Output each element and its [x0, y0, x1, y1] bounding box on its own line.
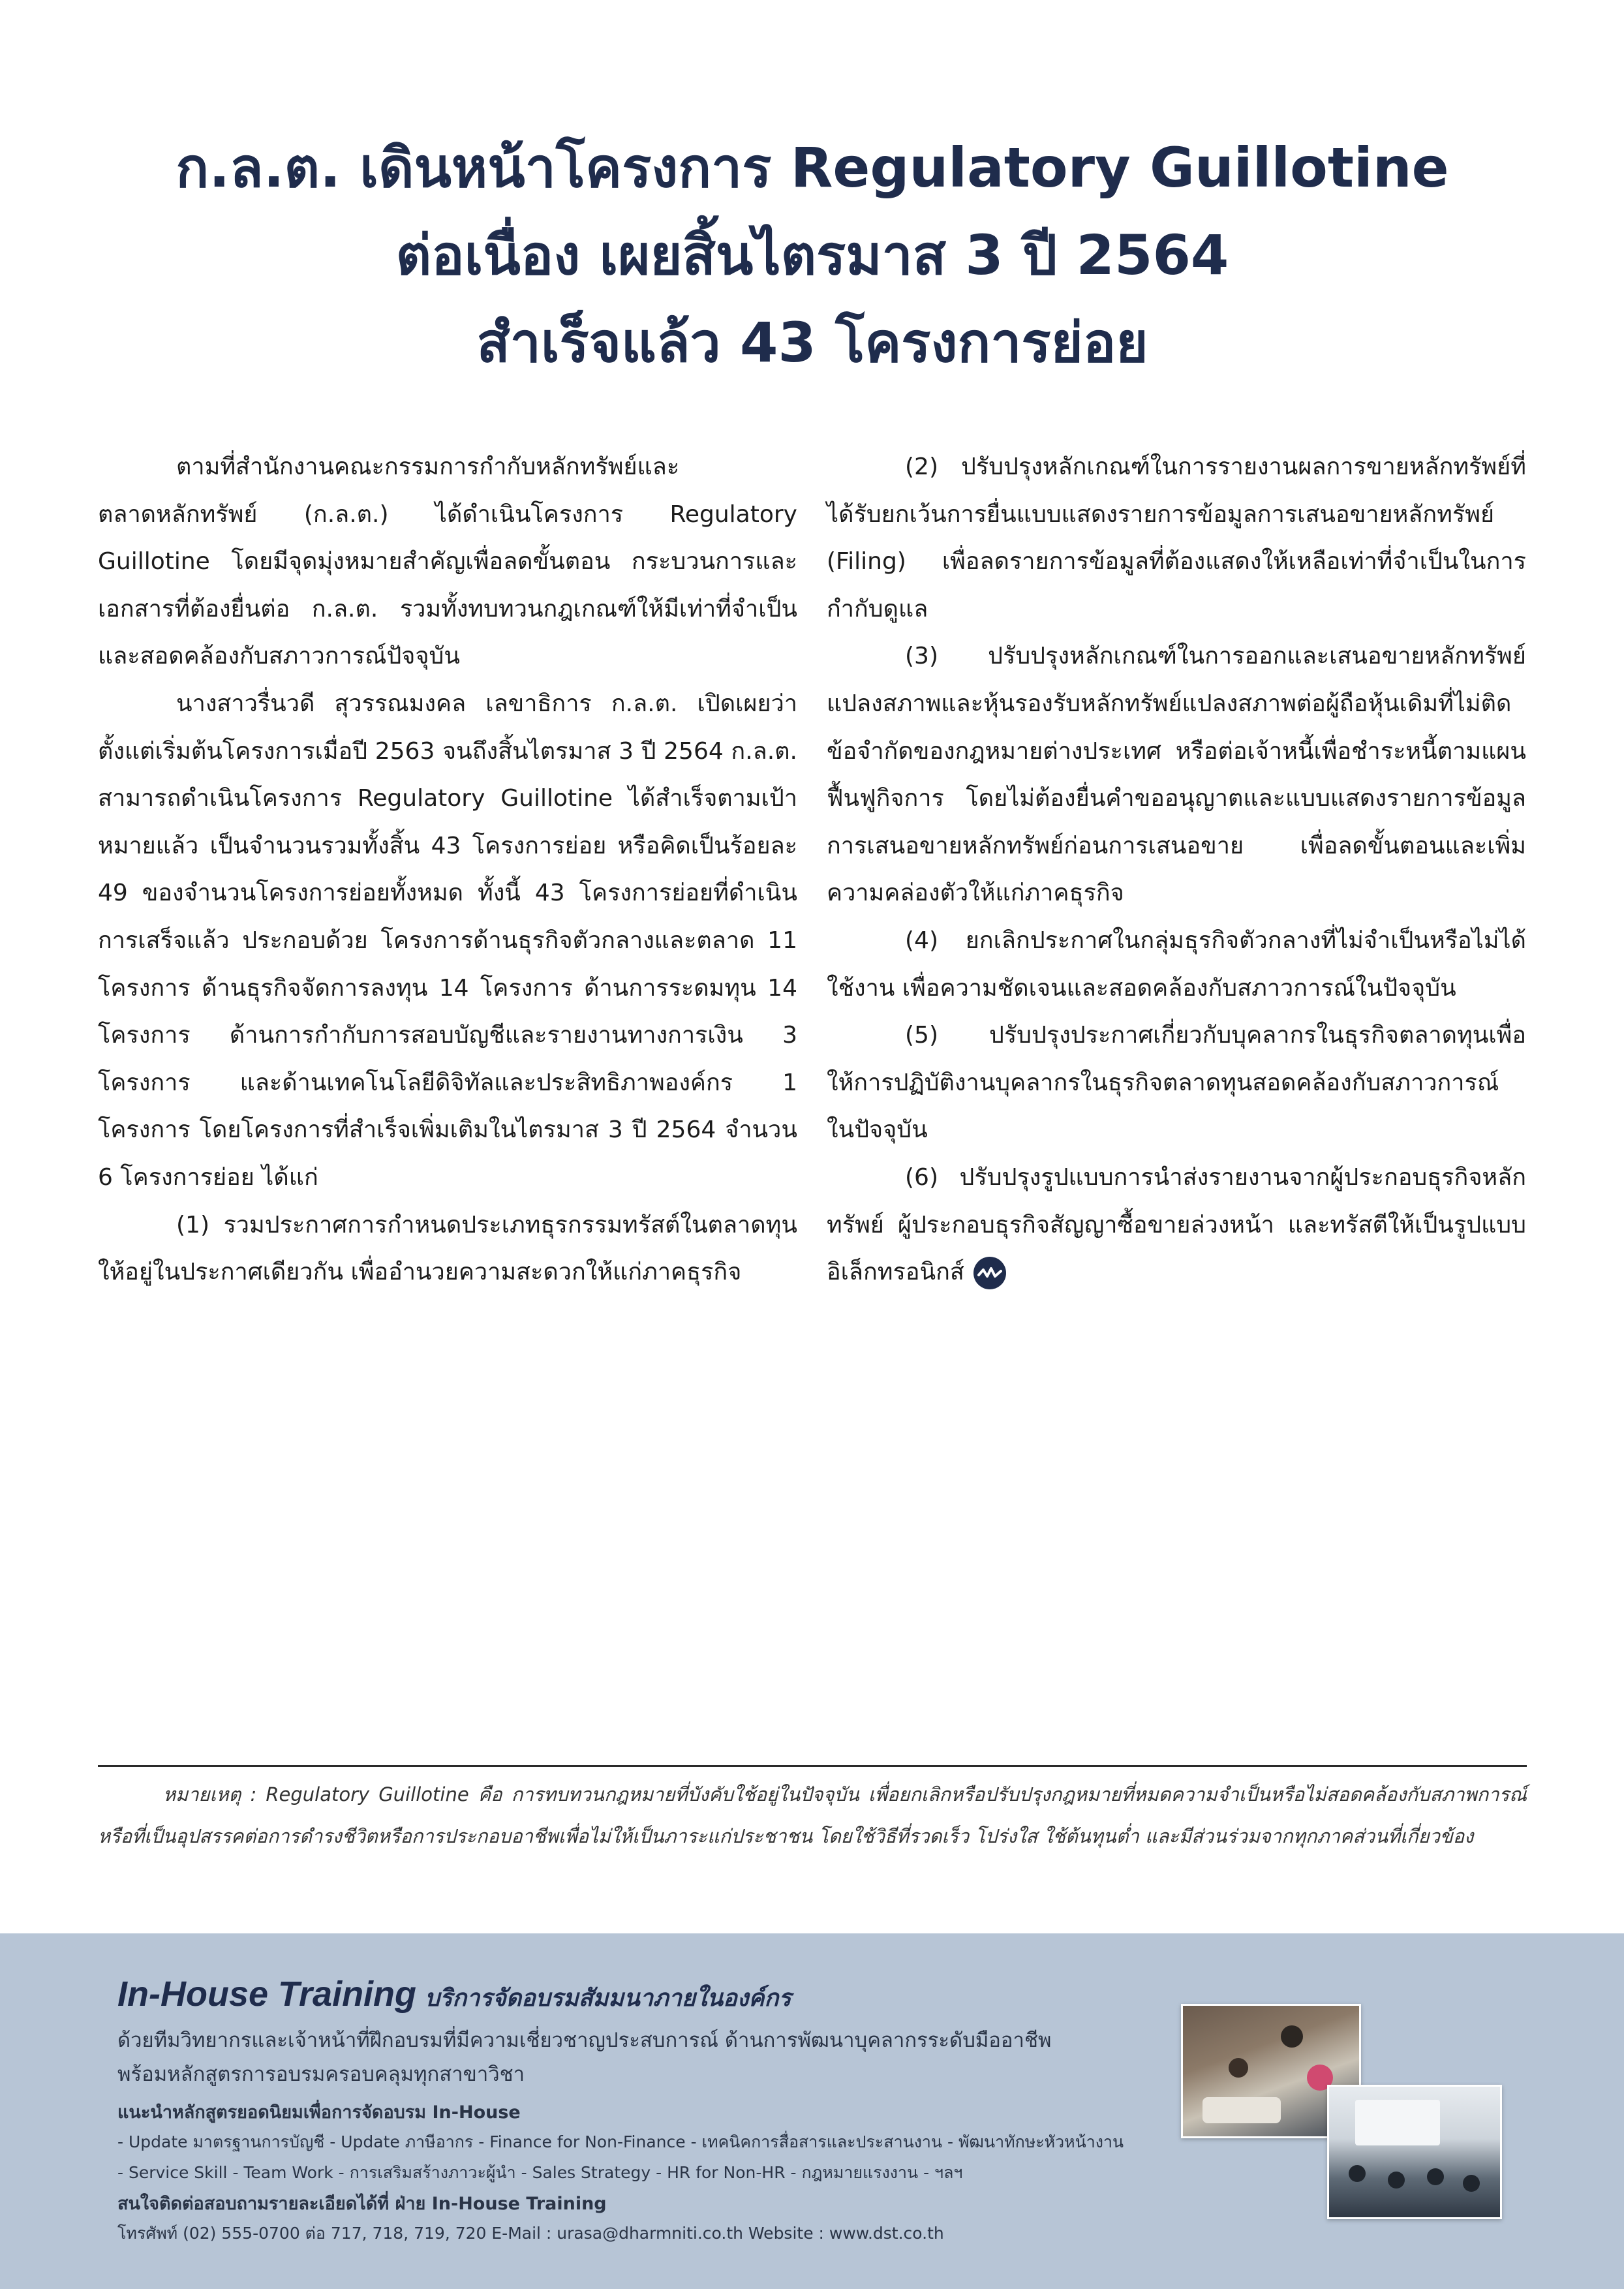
- footnote: หมายเหตุ : Regulatory Guillotine คือ การทบทวนกฎหมายที่บังคับใช้อยู่ในปัจจุบัน เพื่อยกเลิกหรือปรับปรุงกฎหมายที่หมดความจำเป็นหรือไม่สอดคล้องกับสภาพการณ์ หรือที่เป็นอุปสรรคต่อการดำรงชีวิตหรือการประกอบอาชีพเพื่อไม่ให้เป็นภาระแก่ประชาชน โดยใช้วิธีที่รวดเร็ว โปร่งใส ใช้ต้นทุนต่ำ และมีส่วนร่วมจากทุกภาคส่วนที่เกี่ยวข้อง: [98, 1783, 1527, 1847]
- contact-details: โทรศัพท์ (02) 555-0700 ต่อ 717, 718, 719, 720 E-Mail : urasa@dharmniti.co.th Website : www.dst.co.th: [117, 2224, 944, 2243]
- paragraph-item-1: (1) รวมประกาศการกำหนดประเภทธุรกรรมทรัสต์ในตลาดทุนให้อยู่ในประกาศเดียวกัน เพื่ออำนวยความสะดวกให้แก่ภาคธุรกิจ: [98, 1211, 797, 1286]
- paragraph-item-6-text: (6) ปรับปรุงรูปแบบการนำส่งรายงานจากผู้ประกอบธุรกิจหลักทรัพย์ ผู้ประกอบธุรกิจสัญญาซื้อขายล่วงหน้า และทรัสตีให้เป็นรูปแบบอิเล็กทรอนิกส์: [827, 1163, 1526, 1286]
- paragraph-secretary-statement: นางสาวรื่นวดี สุวรรณมงคล เลขาธิการ ก.ล.ต. เปิดเผยว่า ตั้งแต่เริ่มต้นโครงการเมื่อปี 2563 จนถึงสิ้นไตรมาส 3 ปี 2564 ก.ล.ต. สามารถดำเนินโครงการ Regulatory Guillotine ได้สำเร็จตามเป้าหมายแล้ว เป็นจำนวนรวมทั้งสิ้น 43 โครงการย่อย หรือคิดเป็นร้อยละ 49 ของจำนวนโครงการย่อยทั้งหมด ทั้งนี้ 43 โครงการย่อยที่ดำเนินการเสร็จแล้ว ประกอบด้วย โครงการด้านธุรกิจตัวกลางและตลาด 11 โครงการ ด้านธุรกิจจัดการลงทุน 14 โครงการ ด้านการระดมทุน 14 โครงการ ด้านการกำกับการสอบบัญชีและรายงานทางการเงิน 3 โครงการ และด้านเทคโนโลยีดิจิทัลและประสิทธิภาพองค์กร 1 โครงการ โดยโครงการที่สำเร็จเพิ่มเติมในไตรมาส 3 ปี 2564 จำนวน 6 โครงการย่อย ได้แก่: [98, 690, 797, 1191]
- paragraph-item-3: (3) ปรับปรุงหลักเกณฑ์ในการออกและเสนอขายหลักทรัพย์แปลงสภาพและหุ้นรองรับหลักทรัพย์แปลงสภาพต่อผู้ถือหุ้นเดิมที่ไม่ติดข้อจำกัดของกฎหมายต่างประเทศ หรือต่อเจ้าหนี้เพื่อชำระหนี้ตามแผนฟื้นฟูกิจการ โดยไม่ต้องยื่นคำขออนุญาตและแบบแสดงรายการข้อมูลการเสนอขายหลักทรัพย์ก่อนการเสนอขาย เพื่อลดขั้นตอนและเพิ่มความคล่องตัวให้แก่ภาคธุรกิจ: [827, 643, 1526, 907]
- paragraph-item-2: (2) ปรับปรุงหลักเกณฑ์ในการรายงานผลการขายหลักทรัพย์ที่ได้รับยกเว้นการยื่นแบบแสดงรายการข้อมูลการเสนอขายหลักทรัพย์ (Filing) เพื่อลดรายการข้อมูลที่ต้องแสดงให้เหลือเท่าที่จำเป็นในการกำกับดูแล: [827, 453, 1526, 622]
- in-house-training-banner: [0, 1933, 1624, 2289]
- training-photo-classroom: [1327, 2085, 1502, 2219]
- courses-heading: แนะนำหลักสูตรยอดนิยมเพื่อการจัดอบรม In-House: [117, 2102, 521, 2123]
- body-column-right: [827, 444, 1526, 1297]
- title-line-2: ต่อเนื่อง เผยสิ้นไตรมาส 3 ปี 2564: [395, 223, 1229, 287]
- banner-description-2: พร้อมหลักสูตรการอบรมครอบคลุมทุกสาขาวิชา: [117, 2063, 525, 2086]
- banner-description-1: ด้วยทีมวิทยากรและเจ้าหน้าที่ฝึกอบรมที่มีความเชี่ยวชาญประสบการณ์ ด้านการพัฒนาบุคลากรระดับมืออาชีพ: [117, 2029, 1052, 2052]
- article-title: [98, 124, 1527, 386]
- paragraph-item-5: (5) ปรับปรุงประกาศเกี่ยวกับบุคลากรในธุรกิจตลาดทุนเพื่อให้การปฏิบัติงานบุคลากรในธุรกิจตลาดทุนสอดคล้องกับสภาวการณ์ในปัจจุบัน: [827, 1022, 1526, 1144]
- banner-heading: [117, 1974, 791, 2016]
- paragraph-item-6: [827, 1154, 1526, 1297]
- courses-list-1: - Update มาตรฐานการบัญชี - Update ภาษีอากร - Finance for Non-Finance - เทคนิคการสื่อสารและประสานงาน - พัฒนาทักษะหัวหน้างาน: [117, 2132, 1124, 2151]
- paragraph-item-4: (4) ยกเลิกประกาศในกลุ่มธุรกิจตัวกลางที่ไม่จำเป็นหรือไม่ได้ใช้งาน เพื่อความชัดเจนและสอดคล้องกับสภาวการณ์ในปัจจุบัน: [827, 927, 1526, 1002]
- banner-brand: In-House Training: [117, 1974, 417, 2014]
- body-column-left: [98, 444, 797, 1297]
- paragraph-intro: ตามที่สำนักงานคณะกรรมการกำกับหลักทรัพย์และตลาดหลักทรัพย์ (ก.ล.ต.) ได้ดำเนินโครงการ Regulatory Guillotine โดยมีจุดมุ่งหมายสำคัญเพื่อลดขั้นตอน กระบวนการและเอกสารที่ต้องยื่นต่อ ก.ล.ต. รวมทั้งทบทวนกฎเกณฑ์ให้มีเท่าที่จำเป็นและสอดคล้องกับสภาวการณ์ปัจจุบัน: [98, 453, 797, 670]
- banner-subtitle: บริการจัดอบรมสัมมนาภายในองค์กร: [425, 1985, 791, 2012]
- note-divider: [98, 1765, 1527, 1767]
- contact-heading: สนใจติดต่อสอบถามรายละเอียดได้ที่ ฝ่าย In-House Training: [117, 2194, 607, 2214]
- title-line-1: ก.ล.ต. เดินหน้าโครงการ Regulatory Guillotine: [176, 136, 1449, 200]
- end-mark-icon: [973, 1257, 1006, 1289]
- courses-list-2: - Service Skill - Team Work - การเสริมสร้างภาวะผู้นำ - Sales Strategy - HR for Non-HR - กฎหมายแรงงาน - ฯลฯ: [117, 2163, 963, 2182]
- title-line-3: สำเร็จแล้ว 43 โครงการย่อย: [476, 311, 1148, 375]
